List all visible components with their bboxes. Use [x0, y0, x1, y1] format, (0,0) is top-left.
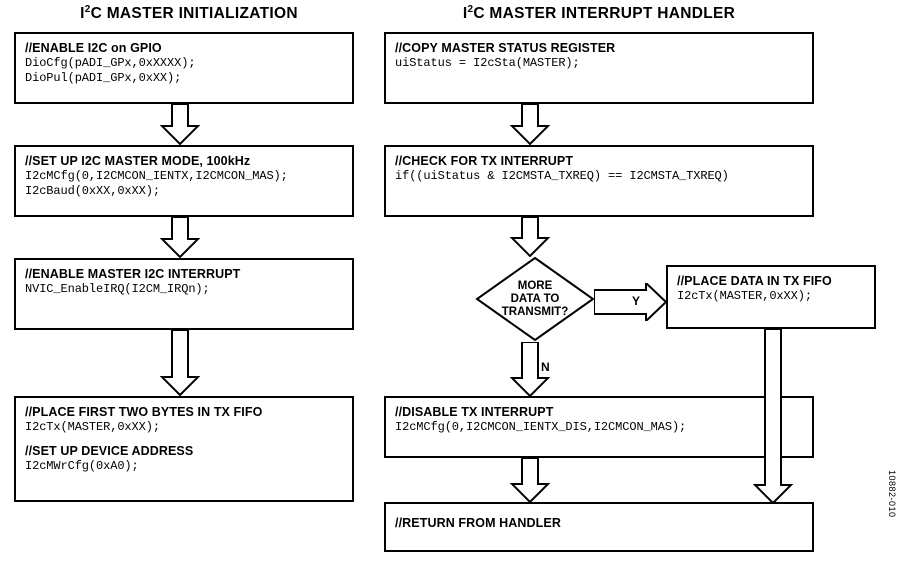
box-comment: //COPY MASTER STATUS REGISTER: [395, 41, 616, 55]
box-comment: //ENABLE MASTER I2C INTERRUPT: [25, 267, 241, 281]
arrow-place-data-to-return: [753, 329, 803, 504]
figure-id-code: 10882-010: [887, 470, 897, 518]
process-box-return-from-handler: [384, 502, 814, 552]
box-comment: //PLACE FIRST TWO BYTES IN TX FIFO: [25, 405, 263, 419]
process-box-place-data-tx-fifo: [666, 265, 876, 329]
process-box-disable-tx-interrupt: [384, 396, 814, 458]
box-code-line: I2cTx(MASTER,0xXX);: [677, 289, 812, 303]
process-box-setup-master-mode: [14, 145, 354, 217]
box-code-line: I2cMCfg(0,I2CMCON_IENTX,I2CMCON_MAS);: [25, 169, 288, 183]
box-comment: //SET UP I2C MASTER MODE, 100kHz: [25, 154, 251, 168]
right-column-title: [384, 4, 814, 23]
decision-label-line-2: DATA TO: [510, 292, 560, 305]
left-title-superscript: 2: [84, 4, 91, 15]
decision-label-line-1: MORE: [517, 279, 553, 292]
arrow-yes-to-place-data: [594, 283, 668, 321]
box-code-line: DioPul(pADI_GPx,0xXX);: [25, 71, 182, 85]
branch-label-yes: Y: [632, 294, 641, 308]
decision-label-line-3: TRANSMIT?: [501, 305, 569, 318]
arrow-handler-2-to-decision: [510, 217, 560, 257]
decision-more-data-to-transmit: [475, 256, 595, 342]
decision-label: [475, 256, 595, 342]
arrow-disable-tx-to-return: [510, 458, 560, 503]
process-box-place-first-two-bytes: [14, 396, 354, 502]
arrow-init-2-to-3: [160, 217, 210, 258]
process-box-enable-i2c-gpio: [14, 32, 354, 104]
box-code-line: I2cTx(MASTER,0xXX);: [25, 420, 160, 434]
left-title-post: C MASTER INITIALIZATION: [90, 5, 298, 23]
box-code-line: I2cMWrCfg(0xA0);: [25, 459, 139, 473]
process-box-enable-master-interrupt: [14, 258, 354, 330]
branch-label-no: N: [541, 360, 550, 374]
box-comment: //CHECK FOR TX INTERRUPT: [395, 154, 574, 168]
box-comment-secondary: //SET UP DEVICE ADDRESS: [25, 444, 194, 458]
arrow-handler-1-to-2: [510, 104, 560, 145]
arrow-init-1-to-2: [160, 104, 210, 145]
box-code-line: DioCfg(pADI_GPx,0xXXXX);: [25, 56, 196, 70]
box-comment: //RETURN FROM HANDLER: [395, 516, 561, 530]
box-code-line: if((uiStatus & I2CMSTA_TXREQ) == I2CMSTA_TXREQ): [395, 169, 729, 183]
right-title-post: C MASTER INTERRUPT HANDLER: [473, 5, 736, 23]
arrow-no-to-disable-tx: [510, 342, 560, 397]
left-column-title: [14, 4, 364, 23]
box-comment: //ENABLE I2C on GPIO: [25, 41, 162, 55]
box-code-line: I2cBaud(0xXX,0xXX);: [25, 184, 160, 198]
box-comment: //DISABLE TX INTERRUPT: [395, 405, 554, 419]
box-comment: //PLACE DATA IN TX FIFO: [677, 274, 832, 288]
process-box-check-tx-interrupt: [384, 145, 814, 217]
arrow-init-3-to-4: [160, 330, 210, 396]
box-code-line: I2cMCfg(0,I2CMCON_IENTX_DIS,I2CMCON_MAS);: [395, 420, 687, 434]
process-box-copy-master-status: [384, 32, 814, 104]
left-title-pre: I: [80, 5, 85, 23]
box-code-line: uiStatus = I2cSta(MASTER);: [395, 56, 580, 70]
right-title-pre: I: [462, 5, 468, 23]
box-code-line: NVIC_EnableIRQ(I2CM_IRQn);: [25, 282, 210, 296]
right-title-superscript: 2: [467, 4, 474, 15]
